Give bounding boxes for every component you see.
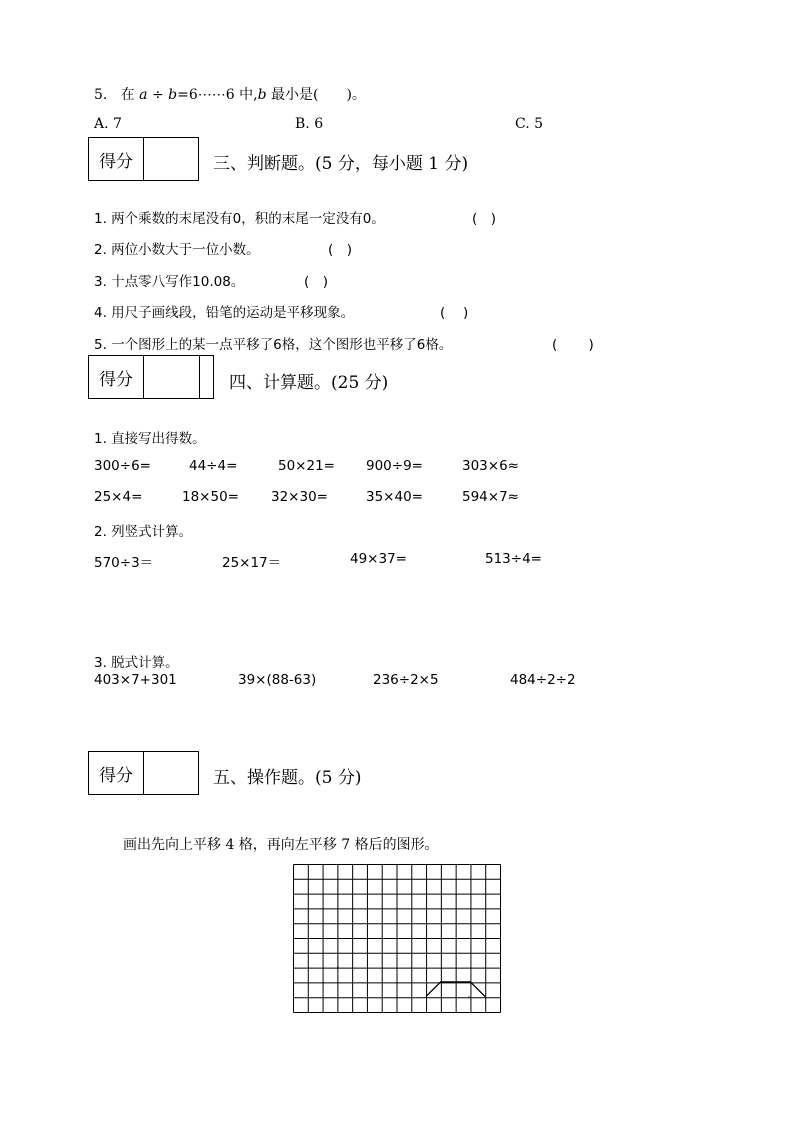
option-c[interactable]: C. 5 xyxy=(515,116,544,132)
judge-item-1: 1. 两个乘数的末尾没有0，积的末尾一定没有0。 xyxy=(94,211,385,227)
score-box-section3 xyxy=(88,137,199,181)
oral-calc-8: 32×30= xyxy=(271,489,328,505)
oral-calc-9: 35×40= xyxy=(366,489,423,505)
oral-calc-6: 25×4= xyxy=(94,489,143,505)
score-box-section5 xyxy=(88,751,199,795)
mc-question-number: 5. xyxy=(94,87,108,103)
grid-dot-2 xyxy=(338,982,339,983)
var-b: b xyxy=(168,87,178,103)
grid-svg xyxy=(293,864,501,1013)
option-b[interactable]: B. 6 xyxy=(295,116,324,132)
oral-calc-5: 303×6≈ xyxy=(462,458,519,474)
grid-dot-3 xyxy=(468,996,469,997)
score-box-section4 xyxy=(88,355,214,399)
score-label: 得分 xyxy=(89,752,144,794)
section5-title: 五、操作题。(5 分) xyxy=(213,768,362,788)
var-a: a xyxy=(139,87,148,103)
section3-title: 三、判断题。(5 分，每小题 1 分) xyxy=(213,154,469,174)
translation-grid[interactable] xyxy=(293,864,501,1013)
score-box-divider xyxy=(199,356,200,398)
stepwise-calc-4: 484÷2÷2 xyxy=(510,672,576,688)
stepwise-calc-2: 39×(88-63) xyxy=(238,672,317,688)
oral-calc-3: 50×21= xyxy=(278,458,335,474)
judge-item-4: 4. 用尺子画线段，铅笔的运动是平移现象。 xyxy=(94,305,355,321)
score-label: 得分 xyxy=(89,356,144,398)
oral-calc-7: 18×50= xyxy=(182,489,239,505)
grid-lines xyxy=(294,865,501,1013)
judge-blank-2[interactable]: ( ) xyxy=(328,242,353,258)
judge-blank-5[interactable]: ( ) xyxy=(552,337,594,353)
vertical-calc-4: 513÷4= xyxy=(485,551,542,567)
var-b-2: b xyxy=(257,87,267,103)
oral-calc-2: 44÷4= xyxy=(189,458,238,474)
oral-calc-10: 594×7≈ xyxy=(462,489,519,505)
operation-instruction: 画出先向上平移 4 格，再向左平移 7 格后的图形。 xyxy=(123,837,439,853)
score-label: 得分 xyxy=(89,138,144,180)
judge-blank-3[interactable]: ( ) xyxy=(304,274,329,290)
judge-item-3: 3. 十点零八写作10.08。 xyxy=(94,274,245,290)
stepwise-calc-3: 236÷2×5 xyxy=(373,672,439,688)
judge-blank-4[interactable]: ( ) xyxy=(440,305,469,321)
mc-question-prefix: 在 xyxy=(120,87,140,103)
mc-question-5 xyxy=(94,84,366,104)
calc-q2-title: 2. 列竖式计算。 xyxy=(94,524,193,540)
judge-item-2: 2. 两位小数大于一位小数。 xyxy=(94,242,260,258)
trapezoid-shape xyxy=(426,982,485,997)
oral-calc-4: 900÷9= xyxy=(366,458,423,474)
calc-q1-title: 1. 直接写出得数。 xyxy=(94,431,206,447)
vertical-calc-1: 570÷3＝ xyxy=(94,555,154,571)
judge-item-5: 5. 一个图形上的某一点平移了6格，这个图形也平移了6格。 xyxy=(94,337,453,353)
option-a[interactable]: A. 7 xyxy=(94,116,122,132)
mc-question-suffix: 最小是( )。 xyxy=(266,87,366,103)
vertical-calc-3: 49×37= xyxy=(350,551,407,567)
judge-blank-1[interactable]: ( ) xyxy=(472,211,497,227)
oral-calc-1: 300÷6= xyxy=(94,458,151,474)
grid-dot-1 xyxy=(337,966,338,967)
section4-title: 四、计算题。(25 分) xyxy=(229,373,389,393)
stepwise-calc-1: 403×7+301 xyxy=(94,672,177,688)
vertical-calc-2: 25×17＝ xyxy=(222,555,282,571)
calc-q3-title: 3. 脱式计算。 xyxy=(94,655,179,671)
divide-sign: ÷ xyxy=(147,87,169,103)
mc-question-rest: =6⋯⋯6 中, xyxy=(177,87,258,103)
